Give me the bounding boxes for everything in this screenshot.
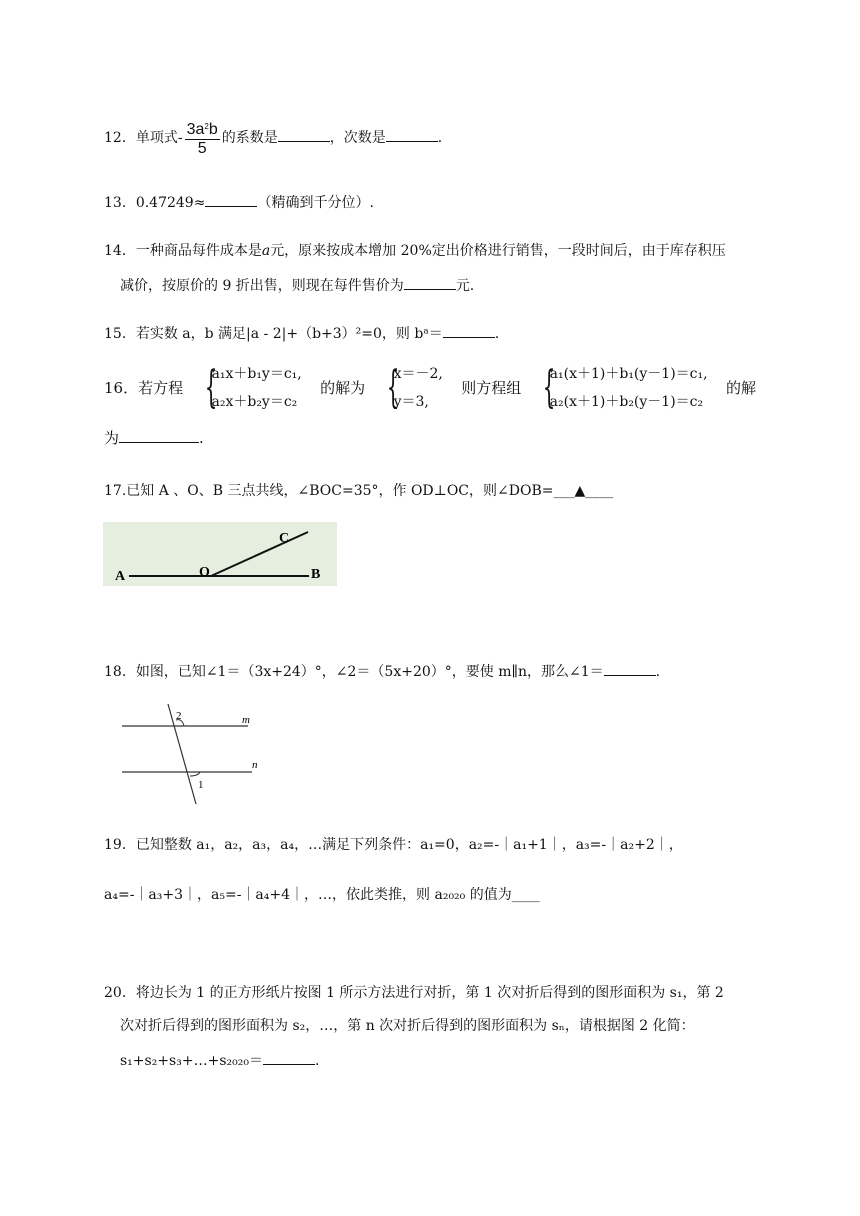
q14-unit: 元. <box>455 278 475 294</box>
q16-end2: . <box>199 429 204 447</box>
question-20-line-3 <box>120 1050 319 1071</box>
figure-18-svg <box>118 700 268 810</box>
q16-sys3-row2: a₂(x＋1)＋b₂(y－1)＝c₂ <box>549 394 704 410</box>
q14-blank[interactable] <box>404 275 456 290</box>
q12-mid: 的系数是 <box>221 130 278 146</box>
q20-line2: 次对折后得到的图形面积为 s₂，…，第 n 次对折后得到的图形面积为 sₙ，请根据图 2 化简： <box>120 1018 695 1034</box>
label-angle-2: 2 <box>176 710 182 722</box>
q20-end: . <box>314 1053 320 1069</box>
q12-frac-den: 5 <box>197 140 207 157</box>
question-17 <box>104 481 613 501</box>
question-20-line-1 <box>104 983 724 1003</box>
question-13 <box>104 192 374 213</box>
label-C: C <box>279 531 290 546</box>
label-n: n <box>252 759 258 771</box>
q12-frac-sup: 2 <box>204 122 209 131</box>
label-m: m <box>242 714 250 726</box>
label-angle-1: 1 <box>198 779 204 791</box>
q16-system-2: { x＝－2, y＝3, <box>384 360 443 416</box>
q12-end: . <box>437 130 443 146</box>
q20-line3: s₁+s₂+s₃+…+s₂₀₂₀＝ <box>120 1053 263 1069</box>
q16-sys1-row1: a₁x＋b₁y＝c₁, <box>211 366 302 382</box>
question-16-line-2 <box>104 428 204 448</box>
figure-17 <box>103 522 337 586</box>
q18-end: . <box>655 664 661 680</box>
q18-text: 18．如图，已知∠1＝（3x+24）°，∠2＝（5x+20）°，要使 m∥n，那么∠1＝ <box>104 664 604 680</box>
q12-label: 12．单项式 <box>104 130 178 146</box>
q16-line2: 为 <box>104 429 120 447</box>
transversal <box>168 704 196 804</box>
q12-blank-2[interactable] <box>386 127 438 142</box>
question-19-line-2 <box>104 885 540 905</box>
q16-sys1-row2: a₂x＋b₂y＝c₂ <box>211 394 298 410</box>
q12-comma: ，次数是 <box>329 130 386 146</box>
q14-line1: 14．一种商品每件成本是 <box>104 243 262 259</box>
q13-text: 13．0.47249≈ <box>104 195 206 211</box>
label-O: O <box>199 565 210 580</box>
q12-fraction <box>185 118 220 158</box>
q14-line1b: 元，原来按成本增加 20%定出价格进行销售，一段时间后，由于库存积压 <box>270 243 726 259</box>
q14-var-a: a <box>261 243 271 259</box>
q15-blank[interactable] <box>443 323 495 338</box>
q12-frac-num: 3a <box>186 121 205 138</box>
q12-frac-num2: b <box>208 121 218 138</box>
question-19-line-1 <box>104 835 683 855</box>
q15-end: . <box>494 326 500 342</box>
q16-mid2: 则方程组 <box>461 379 522 397</box>
q20-line1: 20．将边长为 1 的正方形纸片按图 1 所示方法进行对折，第 1 次对折后得到的图形面积为 s₁，第 2 <box>104 985 724 1001</box>
question-14-line-1 <box>104 241 726 261</box>
q19-line1: 19．已知整数 a₁，a₂，a₃，a₄，…满足下列条件：a₁=0，a₂=-｜a₁+1｜，a₃=-｜a₂+2｜， <box>104 837 683 853</box>
q16-sys3-row1: a₁(x＋1)＋b₁(y－1)＝c₁, <box>549 366 708 382</box>
q19-line2: a₄=-｜a₃+3｜，a₅=-｜a₄+4｜，…，依此类推，则 a₂₀₂₀ 的值为____ <box>104 887 540 903</box>
q20-blank[interactable] <box>263 1050 315 1065</box>
question-15 <box>104 323 499 344</box>
q16-end: 的解 <box>725 379 756 397</box>
q16-sys2-row2: y＝3, <box>393 394 429 410</box>
q16-mid: 的解为 <box>320 379 366 397</box>
figure-17-svg <box>103 522 337 586</box>
question-20-line-2 <box>120 1016 695 1036</box>
q13-tail: （精确到千分位）. <box>257 195 374 211</box>
q16-blank[interactable] <box>119 428 199 443</box>
question-18 <box>104 661 660 682</box>
question-12 <box>104 118 442 158</box>
q12-blank-1[interactable] <box>278 127 330 142</box>
figure-18 <box>118 700 268 810</box>
q16-system-1: { a₁x＋b₁y＝c₁, a₂x＋b₂y＝c₂ <box>202 360 302 416</box>
q18-blank[interactable] <box>604 661 656 676</box>
question-16 <box>104 360 756 416</box>
q17-text: 17.已知 A 、O、B 三点共线，∠BOC=35°，作 OD⊥OC，则∠DOB=___▲____ <box>104 483 614 499</box>
q16-start: 16．若方程 <box>104 379 184 397</box>
q15-text: 15．若实数 a，b 满足|a - 2|+（b+3）²=0，则 bᵃ＝ <box>104 326 443 342</box>
q14-line2: 减价，按原价的 9 折出售，则现在每件售价为 <box>120 278 404 294</box>
q12-minus: - <box>177 130 183 146</box>
label-B: B <box>311 567 321 582</box>
q13-blank[interactable] <box>205 192 257 207</box>
label-A: A <box>115 569 126 584</box>
question-14-line-2 <box>120 275 474 296</box>
q16-sys2-row1: x＝－2, <box>393 366 443 382</box>
q16-system-3: { a₁(x＋1)＋b₁(y－1)＝c₁, a₂(x＋1)＋b₂(y－1)＝c₂ <box>540 360 708 416</box>
